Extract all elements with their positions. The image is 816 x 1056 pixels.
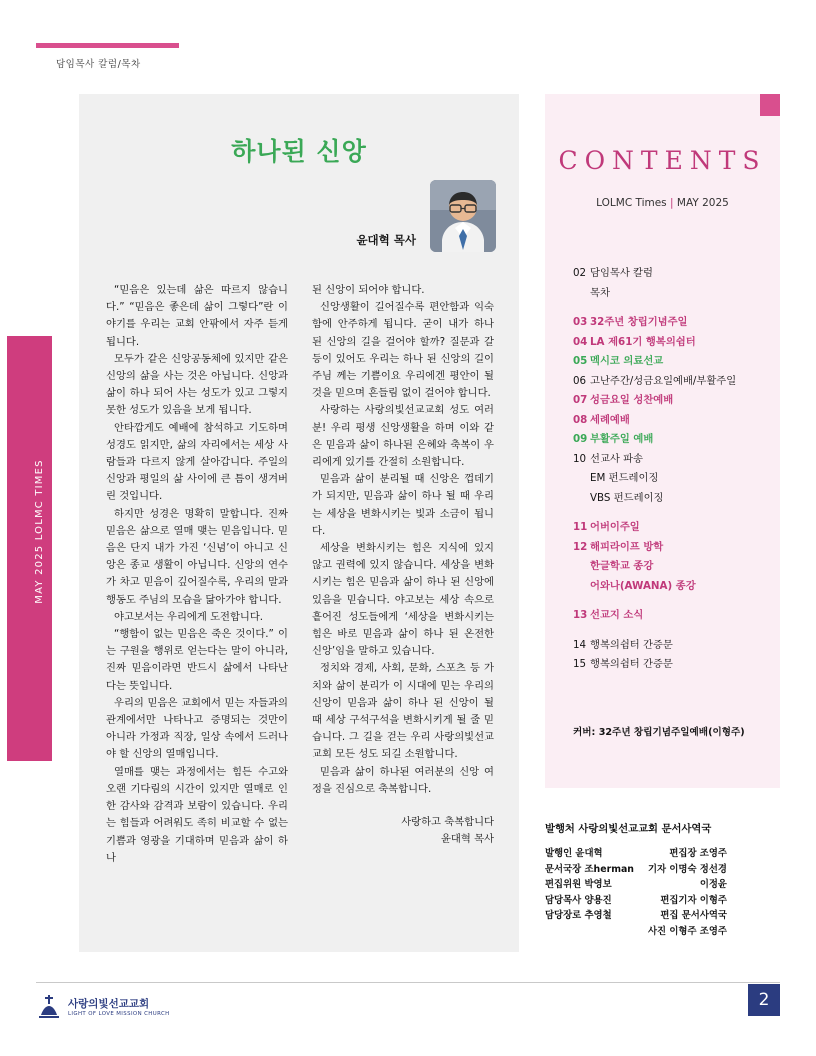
toc-item-label: 행복의쉼터 간증문 <box>590 658 673 670</box>
toc-item-label: LA 제61기 행복의쉼터 <box>590 335 696 348</box>
publisher-staff-right <box>648 846 727 940</box>
contents-subtitle-left: LOLMC Times <box>596 197 667 209</box>
publisher-block <box>545 820 795 940</box>
toc-item[interactable] <box>573 489 763 509</box>
article-signature <box>312 814 494 848</box>
paragraph: 열매를 맺는 과정에서는 힘든 수고와 오랜 기다림의 시간이 있지만 열매로 인한 감사와 감격과 보람이 있습니다. 우리는 힘들과 어려워도 족히 비교할 수 없는 기쁨과 영광을 기대하며 믿음과 삶이 하나 <box>106 765 288 864</box>
publisher-staff-role: 편집위원 <box>545 879 582 891</box>
toc-item-number: 10 <box>573 452 587 465</box>
toc-item[interactable] <box>573 636 763 656</box>
toc-item-label: 한글학교 종강 <box>590 560 654 572</box>
toc-item[interactable] <box>573 430 763 450</box>
publisher-staff-name: 박영보 <box>581 879 612 891</box>
toc-item-number: 08 <box>573 413 588 426</box>
toc-item[interactable] <box>573 557 763 577</box>
publisher-staff-row <box>648 846 727 862</box>
toc-item-label: 해피라이프 방학 <box>590 540 664 553</box>
toc-item[interactable] <box>573 538 763 558</box>
publisher-staff-row <box>545 908 634 924</box>
side-tab-label: MAY 2025 LOLMC TIMES <box>34 459 45 604</box>
header-label: 담임목사 칼럼/목차 <box>56 59 141 70</box>
contents-subtitle-right: MAY 2025 <box>676 197 729 209</box>
table-of-contents <box>573 264 763 675</box>
toc-gap <box>573 596 763 606</box>
toc-item-label: EM 펀드레이징 <box>590 472 659 484</box>
toc-item-number: 11 <box>573 521 588 533</box>
cover-credit: 커버: 32주년 창립기념주일예배(이형주) <box>573 727 745 738</box>
publisher-staff-role: 사진 <box>647 925 667 937</box>
publisher-staff-role: 담당장로 <box>545 910 582 922</box>
publisher-staff-role: 편집기자 <box>660 894 697 906</box>
top-accent-bar <box>36 43 179 48</box>
toc-item[interactable] <box>573 284 763 304</box>
publisher-staff-name: 추영철 <box>581 910 612 922</box>
toc-item-label: 선교지 소식 <box>590 609 644 621</box>
toc-item[interactable] <box>573 655 763 675</box>
article-column-2 <box>312 282 494 922</box>
toc-item-label: VBS 펀드레이징 <box>590 491 664 504</box>
paragraph: “믿음은 있는데 삶은 따르지 않습니다.” “믿음은 좋은데 삶이 그렇다”란 이야기를 우리는 교회 안팎에서 자주 듣게 됩니다. <box>106 284 288 348</box>
publisher-staff-row <box>648 893 727 909</box>
toc-item-label: 어와나(AWANA) 종강 <box>590 579 696 592</box>
paragraph: 신앙생활이 길어질수록 편안함과 익숙함에 안주하게 됩니다. 굳이 내가 하나 된 신앙의 길을 걸어야 할까? 질문과 갈등이 있어도 우리는 하나 된 신앙의 길이 주님 께는 기쁨이요 우리에겐 평안이 될 것을 믿으며 흔들림 없이 걸어야 합니다. <box>312 301 494 400</box>
toc-item[interactable] <box>573 518 763 538</box>
toc-item-number: 12 <box>573 540 588 553</box>
publisher-staff-name: 이명숙 정선경 <box>666 863 727 875</box>
toc-item[interactable] <box>573 264 763 284</box>
toc-item-number: 04 <box>573 335 588 348</box>
logo-text-english: LIGHT OF LOVE MISSION CHURCH <box>68 1010 170 1017</box>
article-column-1 <box>106 282 288 922</box>
paragraph: 된 신앙이 되어야 합니다. <box>312 284 425 296</box>
toc-item-label: 세례예배 <box>590 413 630 426</box>
publisher-staff-row <box>545 877 634 893</box>
article-columns <box>106 282 494 922</box>
publisher-staff-role: 문서국장 <box>545 863 582 875</box>
signature-line: 윤대혁 목사 <box>440 833 494 846</box>
publisher-staff-left <box>545 846 634 940</box>
contents-corner-accent <box>760 94 780 116</box>
toc-item[interactable] <box>573 469 763 489</box>
paragraph: 모두가 같은 신앙공동체에 있지만 같은 신앙의 삶을 사는 것은 아닙니다. 신앙과 삶이 하나 되어 사는 성도가 있고 그렇지 못한 성도가 있음을 보게 됩니다. <box>106 352 288 417</box>
paragraph: 하지만 성경은 명확히 말합니다. 진짜 믿음은 삶으로 열매 맺는 믿음입니다. 믿음은 단지 내가 가진 ‘신념’이 아니고 신앙은 종교 생활이 아닙니다. 신앙의 연수가 차고 믿음이 깊어질수록, 우리의 말과 행동도 주님의 모습을 닮아가야 합니다. <box>106 507 288 606</box>
toc-item-number: 05 <box>573 355 588 367</box>
paragraph: 야고보서는 우리에게 도전합니다. <box>114 610 264 623</box>
author-portrait <box>430 180 496 252</box>
article-title: 하나된 신앙 <box>231 137 367 166</box>
article-author: 윤대혁 목사 <box>356 233 416 247</box>
publisher-staff-name: 양용진 <box>581 894 612 906</box>
toc-item[interactable] <box>573 352 763 372</box>
publisher-staff-row <box>648 877 727 893</box>
contents-subtitle-separator: | <box>670 197 674 209</box>
publisher-staff-row <box>545 862 634 878</box>
publisher-staff-name: 이형주 조영주 <box>666 925 727 937</box>
publisher-staff-role: 발행인 <box>545 848 573 859</box>
publisher-staff-name: 이형주 <box>696 894 727 906</box>
toc-item[interactable] <box>573 450 763 470</box>
toc-item-label: 선교사 파송 <box>590 452 644 465</box>
toc-item-number: 15 <box>573 658 587 670</box>
publisher-staff-role: 편집장 <box>669 848 697 859</box>
toc-item[interactable] <box>573 577 763 597</box>
publisher-columns <box>545 846 795 940</box>
paragraph: 정치와 경제, 사회, 문화, 스포츠 등 가치와 삶이 분리가 이 시대에 믿는 우리의 신앙이 믿음과 삶이 하나 된 신앙이 될 때 세상 구석구석을 변화시키게 될 줄 믿습니다. 그 길을 걷는 우리 사랑의빛선교교회 모든 성도 되길 소원합니다. <box>312 662 494 761</box>
logo-mark-icon <box>36 993 62 1019</box>
toc-item-number: 07 <box>573 394 588 406</box>
toc-item-number: 13 <box>573 609 588 621</box>
toc-item-number: 03 <box>573 316 588 328</box>
toc-item[interactable] <box>573 333 763 353</box>
toc-item[interactable] <box>573 372 763 392</box>
toc-gap <box>573 626 763 636</box>
publisher-staff-row <box>648 924 727 940</box>
toc-item-label: 멕시코 의료선교 <box>590 355 664 367</box>
paragraph: “행함이 없는 믿음은 죽은 것이다.” 이는 구원을 행위로 얻는다는 말이 아니라, 진짜 믿음이라면 반드시 삶에서 나타난다는 뜻입니다. <box>106 628 288 692</box>
publisher-staff-role: 담당목사 <box>545 894 582 906</box>
publisher-staff-role: 기자 <box>647 863 667 875</box>
toc-item-label: 성금요일 성찬예배 <box>590 394 674 406</box>
toc-item-label: 고난주간/성금요일예배/부활주일 <box>590 374 737 387</box>
paragraph: 우리의 믿음은 교회에서 믿는 자들과의 관계에서만 나타나고 증명되는 것만이 아니라 가정과 직장, 일상 속에서 드러나야 할 신앙의 열매입니다. <box>106 696 288 761</box>
contents-subtitle <box>545 197 780 209</box>
contents-title: CONTENTS <box>558 146 767 175</box>
toc-item-label: 부활주일 예배 <box>590 433 654 445</box>
toc-item[interactable] <box>573 313 763 333</box>
publisher-staff-name: 윤대혁 <box>572 848 603 859</box>
publisher-staff-name: 문서사역국 <box>678 910 727 922</box>
contents-panel <box>545 94 780 788</box>
publisher-staff-row <box>648 862 727 878</box>
paragraph: 세상을 변화시키는 힘은 지식에 있지 않고 권력에 있지 않습니다. 세상을 변화시키는 힘은 믿음과 삶이 하나 된 신앙에 있음을 믿습니다. 야고보는 세상 속으로 흩어진 성도들에게 ‘세상을 변화시키는 힘은 바로 믿음과 삶이 하나 된 온전한 신앙’임을 말하고 있습니다. <box>312 542 494 658</box>
paragraph: 믿음과 삶이 분리될 때 신앙은 껍데기가 되지만, 믿음과 삶이 하나 될 때 우리는 세상을 변화시키는 빛과 소금이 됩니다. <box>312 473 494 537</box>
toc-item[interactable] <box>573 606 763 626</box>
paragraph: 믿음과 삶이 하나된 여러분의 신앙 여정을 진심으로 축복합니다. <box>312 765 494 795</box>
publisher-staff-row <box>545 846 634 862</box>
toc-item-label: 담임목사 칼럼 <box>590 267 653 279</box>
church-logo <box>36 993 170 1019</box>
paragraph: 사랑하는 사랑의빛선교교회 성도 여러분! 우리 평생 신앙생활을 하며 이와 같은 믿음과 삶이 하나된 은혜와 축복이 우리에게 있기를 간절히 소원합니다. <box>312 404 494 469</box>
toc-item-label: 목차 <box>590 286 610 299</box>
toc-gap <box>573 508 763 518</box>
publisher-title: 발행처 사랑의빛선교교회 문서사역국 <box>545 823 712 835</box>
side-tab <box>7 336 52 761</box>
toc-item-label: 어버이주일 <box>590 521 640 533</box>
publisher-staff-name: 이정윤 <box>699 879 727 891</box>
paragraph: 안타깝게도 예배에 참석하고 기도하며 성경도 읽지만, 삶의 자리에서는 세상 사람들과 다르지 않게 살아갑니다. 주일의 신앙과 평일의 삶 사이에 큰 틈이 생겨버린 것입니다. <box>106 421 288 503</box>
toc-item-number: 09 <box>573 433 588 445</box>
toc-item[interactable] <box>573 411 763 431</box>
toc-gap <box>573 303 763 313</box>
logo-text-korean: 사랑의빛선교교회 <box>68 997 150 1010</box>
toc-item-number: 14 <box>573 638 587 651</box>
publisher-staff-name: 조herman <box>581 863 634 875</box>
article-panel <box>79 94 519 952</box>
publisher-staff-row <box>545 893 634 909</box>
toc-item-number: 02 <box>573 267 587 279</box>
page-number: 2 <box>748 984 780 1016</box>
toc-item[interactable] <box>573 391 763 411</box>
toc-item-label: 행복의쉼터 간증문 <box>590 638 673 651</box>
publisher-staff-name: 조영주 <box>696 848 727 859</box>
signature-line: 사랑하고 축복합니다 <box>401 816 494 829</box>
toc-item-number: 06 <box>573 374 587 387</box>
footer-divider <box>36 982 780 983</box>
publisher-staff-row <box>648 908 727 924</box>
toc-item-label: 32주년 창립기념주일 <box>590 316 688 328</box>
publisher-staff-role: 편집 <box>660 910 679 922</box>
